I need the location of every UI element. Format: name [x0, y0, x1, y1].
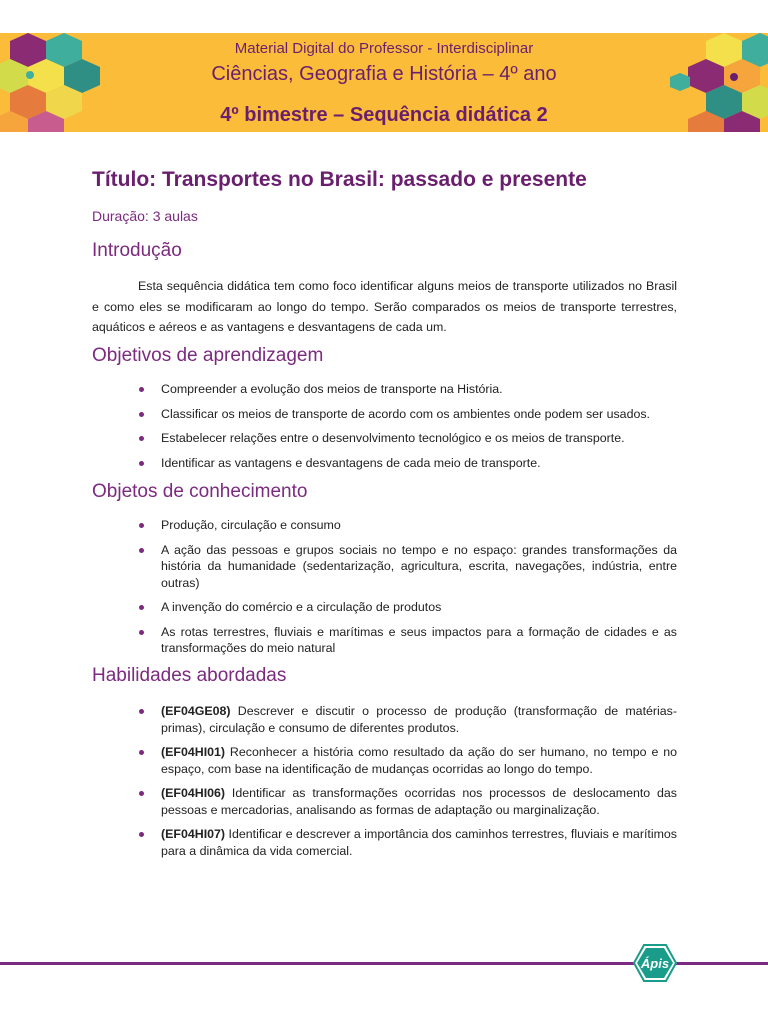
header-banner: [0, 33, 768, 132]
bullet-icon: [139, 605, 144, 610]
list-item: (EF04HI07) Identificar e descrever a importância dos caminhos terrestres, fluviais e marítimos para a dinâmica da vida comercial.: [92, 826, 677, 859]
header-sequence: 4º bimestre – Sequência didática 2: [220, 104, 548, 126]
bullet-icon: [139, 436, 144, 441]
duration-text: Duração: 3 aulas: [92, 208, 198, 224]
bullet-icon: [139, 548, 144, 553]
bullet-icon: [139, 412, 144, 417]
bullet-icon: [139, 791, 144, 796]
list-item: Produção, circulação e consumo: [92, 517, 677, 534]
bullet-icon: [139, 523, 144, 528]
list-item: Compreender a evolução dos meios de transporte na História.: [92, 381, 677, 398]
list-item: Classificar os meios de transporte de acordo com os ambientes onde podem ser usados.: [92, 406, 677, 423]
list-item: As rotas terrestres, fluviais e marítimas e seus impactos para a formação de cidades e as transformações do meio natural: [92, 624, 677, 657]
header-course: Ciências, Geografia e História – 4º ano: [211, 63, 557, 85]
bullet-icon: [139, 750, 144, 755]
logo-text: Ápis: [640, 955, 670, 971]
bullet-icon: [139, 461, 144, 466]
intro-heading: Introdução: [92, 240, 182, 261]
list-item: Identificar as vantagens e desvantagens de cada meio de transporte.: [92, 455, 677, 472]
list-item: (EF04GE08) Descrever e discutir o processo de produção (transformação de matérias-primas), circulação e consumo de diferentes produtos.: [92, 703, 677, 736]
list-item: (EF04HI06) Identificar as transformações ocorridas nos processos de deslocamento das pessoas e mercadorias, analisando as formas de adaptação ou marginalização.: [92, 785, 677, 818]
list-item: A ação das pessoas e grupos sociais no tempo e no espaço: grandes transformações da história da humanidade (sedentarização, agricultura, escrita, navegações, indústria, entre outras): [92, 542, 677, 592]
bullet-icon: [139, 709, 144, 714]
document-title: Título: Transportes no Brasil: passado e presente: [92, 168, 587, 191]
header-subtitle: Material Digital do Professor - Interdisciplinar: [234, 40, 534, 57]
apis-logo: [633, 943, 677, 988]
skill-code: (EF04GE08): [161, 704, 231, 718]
knowledge-heading: Objetos de conhecimento: [92, 481, 308, 502]
list-item: A invenção do comércio e a circulação de produtos: [92, 599, 677, 616]
list-item: (EF04HI01) Reconhecer a história como resultado da ação do ser humano, no tempo e no espaço, com base na identificação de mudanças ocorridas ao longo do tempo.: [92, 744, 677, 777]
objectives-list: [92, 381, 677, 471]
bullet-icon: [139, 630, 144, 635]
list-item: Estabelecer relações entre o desenvolvimento tecnológico e os meios de transporte.: [92, 430, 677, 447]
objectives-heading: Objetivos de aprendizagem: [92, 345, 324, 366]
skills-list: [92, 703, 677, 859]
skill-code: (EF04HI07): [161, 827, 226, 841]
bullet-icon: [139, 387, 144, 392]
skill-code: (EF04HI06): [161, 786, 226, 800]
skills-heading: Habilidades abordadas: [92, 665, 287, 686]
intro-paragraph: Esta sequência didática tem como foco identificar alguns meios de transporte utilizados no Brasil e como eles se modificaram ao longo do tempo. Serão comparados os meios de transporte terrestres, aquáticos e aéreos e as vantagens e desvantagens de cada um.: [92, 279, 677, 334]
skill-code: (EF04HI01): [161, 745, 226, 759]
bullet-icon: [139, 832, 144, 837]
knowledge-list: [92, 517, 677, 657]
